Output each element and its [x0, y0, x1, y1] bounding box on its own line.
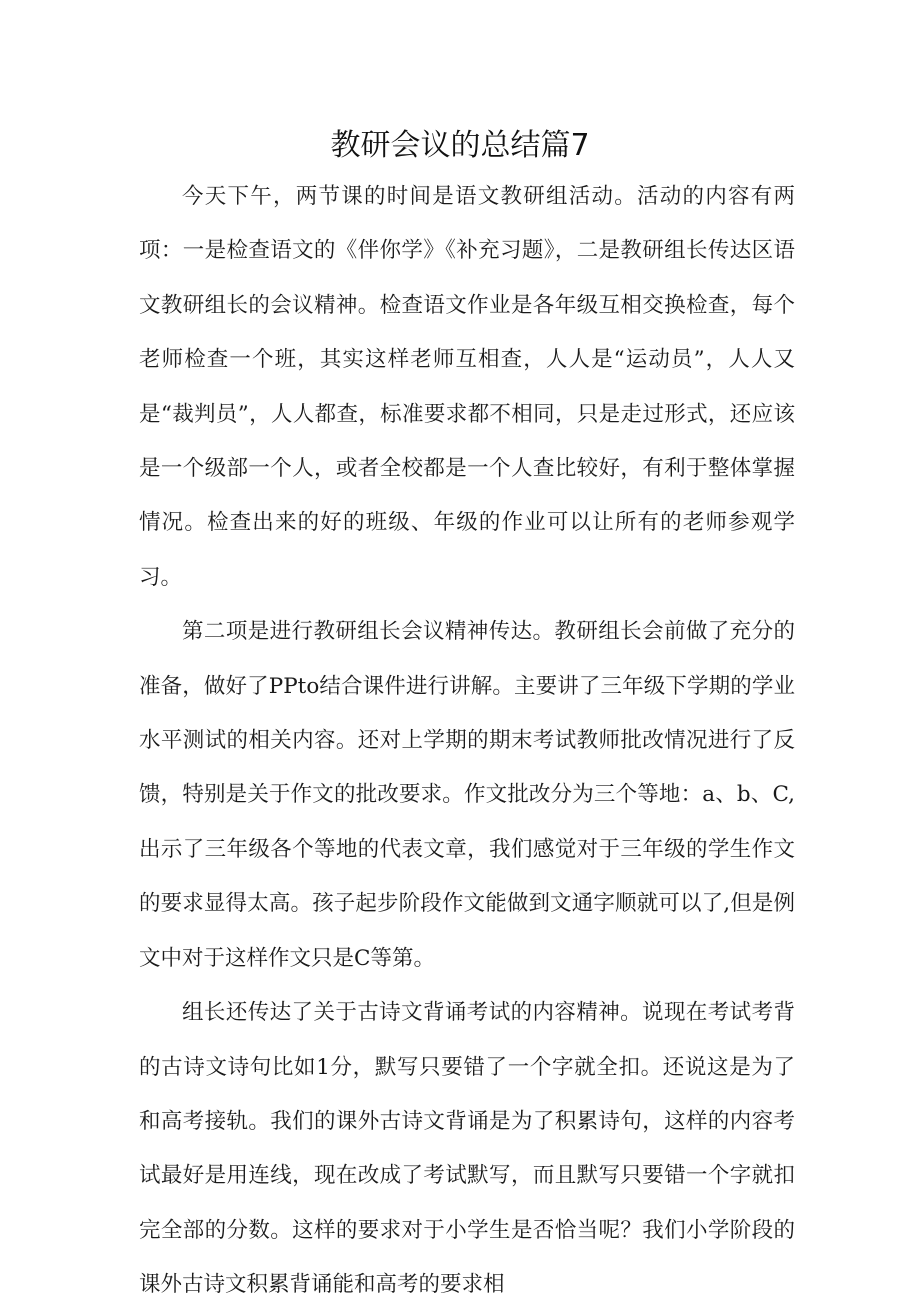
- document-body: [139, 170, 795, 1313]
- document-title: 教研会议的总结篇7: [330, 128, 590, 163]
- paragraph-1: 今天下午，两节课的时间是语文教研组活动。活动的内容有两项：一是检查语文的《伴你学》《补充习题》，二是教研组长传达区语文教研组长的会议精神。检查语文作业是各年级互相交换检查，每个老师检查一个班，其实这样老师互相查，人人是“运动员”，人人又是“裁判员”，人人都查，标准要求都不相同，只是走过形式，还应该是一个级部一个人，或者全校都是一个人查比较好，有利于整体掌握情况。检查出来的好的班级、年级的作业可以让所有的老师参观学习。: [139, 184, 795, 590]
- paragraph-3: 组长还传达了关于古诗文背诵考试的内容精神。说现在考试考背的古诗文诗句比如1分，默写只要错了一个字就全扣。还说这是为了和高考接轨。我们的课外古诗文背诵是为了积累诗句，这样的内容考试最好是用连线，现在改成了考试默写，而且默写只要错一个字就扣完全部的分数。这样的要求对于小学生是否恰当呢？我们小学阶段的课外古诗文积累背诵能和高考的要求相: [139, 1000, 795, 1298]
- paragraph-2: 第二项是进行教研组长会议精神传达。教研组长会前做了充分的准备，做好了PPto结合课件进行讲解。主要讲了三年级下学期的学业水平测试的相关内容。还对上学期的期末考试教师批改情况进行了反馈，特别是关于作文的批改要求。作文批改分为三个等地：a、b、C,出示了三年级各个等地的代表文章，我们感觉对于三年级的学生作文的要求显得太高。孩子起步阶段作文能做到文通字顺就可以了,但是例文中对于这样作文只是C等第。: [139, 619, 795, 971]
